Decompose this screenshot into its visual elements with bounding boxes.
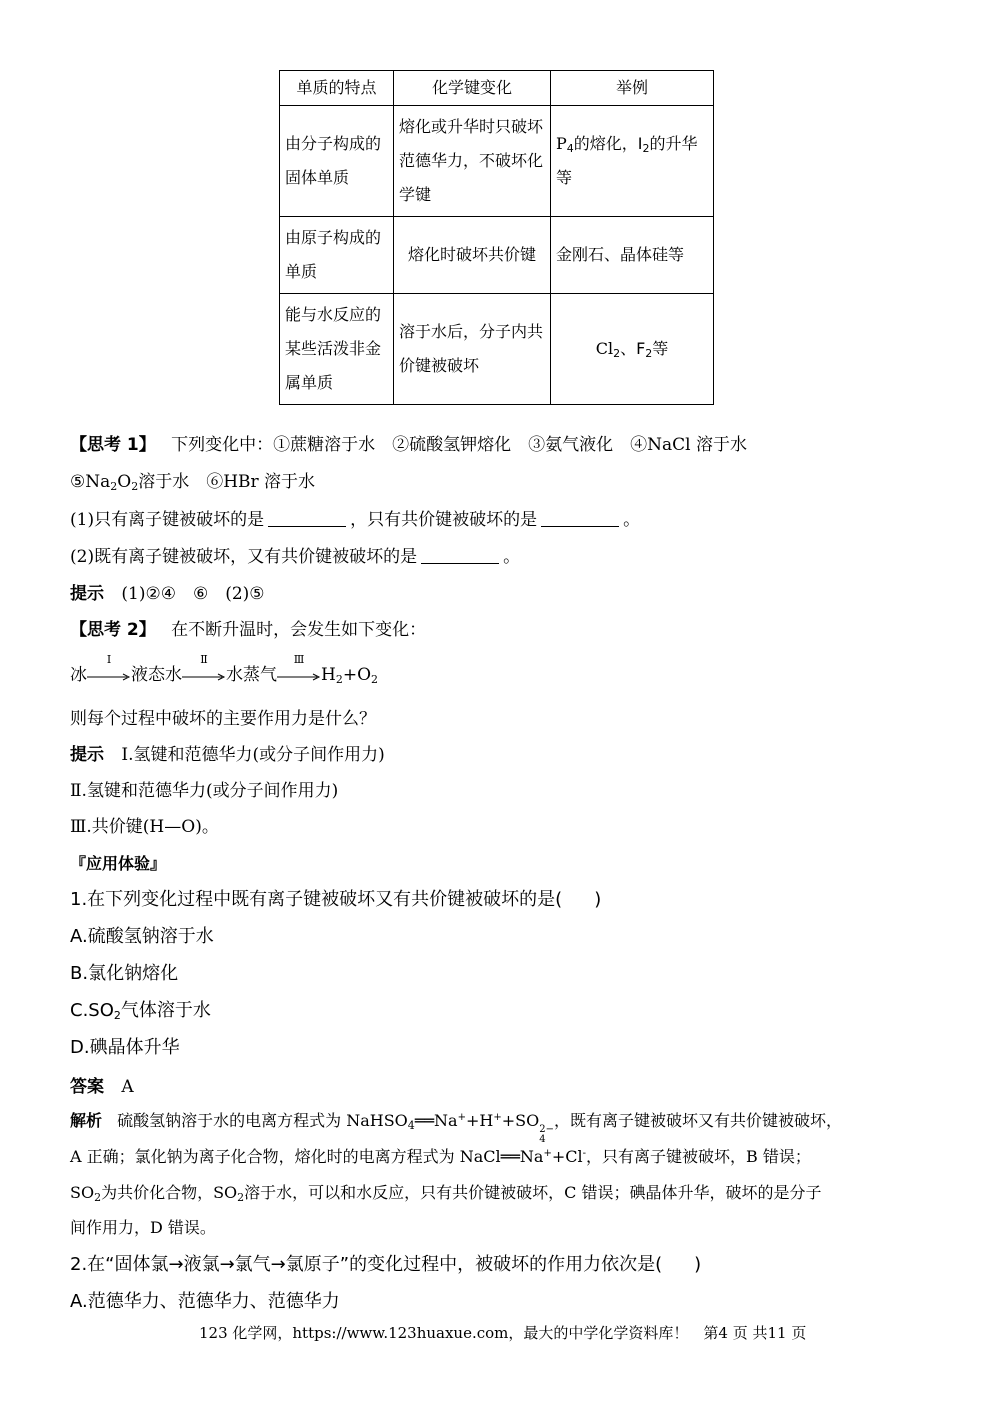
think1-text: 下列变化中：①蔗糖溶于水 ②硫酸氢钾熔化 ③氨气液化 ④NaCl 溶于水 [171,435,748,455]
q2-option-a[interactable]: A.范德华力、范德华力、范德华力 [70,1291,340,1312]
text: 硫酸氢钠溶于水的电离方程式为 NaHSO [117,1111,408,1130]
table-text: 的熔化，I [573,134,643,153]
text: 气体溶于水 [120,1000,211,1021]
subscript: 2 [113,1009,121,1022]
superscript: 2− [539,1124,554,1135]
arrow-label: Ⅱ [200,652,208,666]
subscript: 2 [131,480,139,493]
answer-blank[interactable] [421,548,499,564]
text: 溶于水 ⑥HBr 溶于水 [138,472,316,492]
table-text: 等 [652,339,669,358]
q1-option-d[interactable]: D.碘晶体升华 [70,1037,180,1058]
q1-answer [70,1072,134,1097]
table-row [280,217,714,294]
think2-hint3: Ⅲ.共价键(H—O)。 [70,817,219,837]
subscript: 2 [335,673,343,686]
subscript: 2 [94,1191,102,1204]
subscript: 4 [539,1134,546,1145]
table-cell: 熔化时破坏共价键 [394,217,551,294]
arrow-icon [277,652,321,685]
hint-text: Ⅰ.氢键和范德华力(或分子间作用力) [121,745,385,765]
bond-change-table [279,70,714,405]
chain-step: 水蒸气 [226,665,277,685]
explanation-label: 解析 [70,1111,103,1130]
table-row [280,294,714,405]
text: O [117,472,132,492]
table-cell: 金刚石、晶体硅等 [551,217,714,294]
ion-charge [539,1125,554,1145]
subscript: 4 [566,142,574,155]
text: ) [594,889,602,910]
subscript: 2 [371,673,379,686]
table-cell [551,106,714,217]
table-cell: 由分子构成的固体单质 [280,106,394,217]
text: +SO [501,1111,540,1130]
table-cell: 溶于水后，分子内共价键被破坏 [394,294,551,405]
think1-label: 【思考 1】 [70,435,156,455]
table-header-cell: 单质的特点 [280,71,394,106]
text: H [321,665,336,685]
section-title: 『应用体验』 [70,854,167,873]
text: 。 [623,510,641,530]
table-cell [551,294,714,405]
think2-question: 则每个过程中破坏的主要作用力是什么？ [70,709,376,729]
superscript: - [582,1148,586,1159]
chain-step: 液态水 [131,665,182,685]
text: 为共价化合物，SO [101,1183,238,1202]
text: +Cl [551,1147,583,1166]
superscript: + [493,1112,502,1123]
arrow-label: Ⅰ [106,652,112,666]
answer-label: 答案 [70,1077,104,1097]
q1-stem [70,885,601,911]
think1-question1 [70,505,640,530]
q1-explanation-line2 [70,1144,811,1167]
answer-value: A [121,1077,134,1097]
q1-option-b[interactable]: B.氯化钠熔化 [70,963,179,984]
arrow-label: Ⅲ [293,652,305,666]
hint-text: (1)②④ ⑥ (2)⑤ [121,584,265,604]
text: 2.在“固体氯→液氯→氯气→氯原子”的变化过程中，被破坏的作用力依次是( [70,1254,663,1275]
text: 1.在下列变化过程中既有离子键被破坏又有共价键被破坏的是( [70,889,563,910]
think1-line2 [70,467,315,492]
arrow-icon [182,652,226,685]
text: ，既有离子键被破坏又有共价键被破坏， [553,1111,842,1130]
think2-hint2: Ⅱ.氢键和范德华力(或分子间作用力) [70,781,339,801]
text: ══Na [414,1111,458,1130]
answer-blank[interactable] [541,511,619,527]
text: (1)只有离子键被破坏的是 [70,510,265,530]
table-cell: 由原子构成的单质 [280,217,394,294]
table-header-cell: 举例 [551,71,714,106]
q1-option-a[interactable]: A.硫酸氢钠溶于水 [70,926,214,947]
think2-label: 【思考 2】 [70,620,156,640]
subscript: 2 [613,347,621,360]
think2-hint1 [70,740,385,765]
chain-step: 冰 [70,665,87,685]
table-header-row [280,71,714,106]
table-text: 的升华等 [556,134,698,187]
q1-explanation-line4: 间作用力，D 错误。 [70,1218,216,1237]
text: ) [694,1254,702,1275]
table-cell: 能与水反应的某些活泼非金属单质 [280,294,394,405]
table-row [280,106,714,217]
page-footer: 123 化学网，https://www.123huaxue.com，最大的中学化学资料库！ 第4 页 共11 页 [199,1324,807,1342]
table-text: 、F [620,339,646,358]
formula-p: P [556,134,567,153]
superscript: + [543,1148,552,1159]
subscript: 2 [645,347,653,360]
text: 在不断升温时，会发生如下变化： [171,620,427,640]
formula-cl: Cl [595,339,614,358]
phase-change-chain [70,652,379,686]
think1-line1 [70,430,747,455]
table-cell: 熔化或升华时只破坏范德华力，不破坏化学键 [394,106,551,217]
text: (2)既有离子键被破坏，又有共价键被破坏的是 [70,547,418,567]
think1-hint [70,579,265,604]
hint-label: 提示 [70,745,104,765]
think1-question2 [70,542,520,567]
text: ，只有共价键被破坏的是 [350,510,538,530]
table-header-cell: 化学键变化 [394,71,551,106]
text: +H [465,1111,494,1130]
text: ⑤Na [70,472,111,492]
arrow-icon [87,652,131,685]
answer-blank[interactable] [268,511,346,527]
text: +O [342,665,372,685]
subscript: 4 [407,1119,415,1132]
text: A 正确；氯化钠为离子化合物，熔化时的电离方程式为 NaCl══Na [70,1147,544,1166]
text: SO [70,1183,95,1202]
hint-label: 提示 [70,584,104,604]
subscript: 2 [237,1191,245,1204]
text: C.SO [70,1000,114,1021]
subscript: 2 [642,142,650,155]
superscript: + [457,1112,466,1123]
text: ，只有离子键被破坏，B 错误； [585,1147,811,1166]
q1-option-c[interactable] [70,996,211,1022]
subscript: 2 [110,480,118,493]
text: 溶于水，可以和水反应，只有共价键被破坏，C 错误；碘晶体升华，破坏的是分子 [244,1183,822,1202]
think2-line1 [70,615,426,640]
q2-stem [70,1250,701,1276]
q1-explanation-line3 [70,1180,822,1203]
text: 。 [503,547,521,567]
q1-explanation-line1 [70,1108,842,1145]
